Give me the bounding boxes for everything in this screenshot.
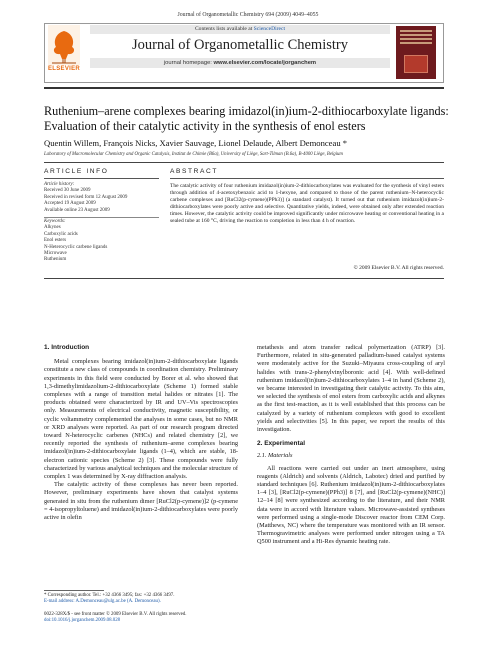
footnote: [44, 593, 244, 605]
journal-title: Journal of Organometallic Chemistry: [132, 37, 348, 53]
intro-paragraph-2: The catalytic activity of these complexes has never been reported. However, preliminary experiments have shown that catalyst systems generated in situ from the ruthenium dimer [RuCl2(p-cymene)]2 (p-cymene = 4-isopropyltoluene) and imidazol(in)ium-2-dithiocarboxylates were poorly active in olefin: [44, 481, 238, 522]
intro-paragraph-1: Metal complexes bearing imidazol(in)ium-2-dithiocarboxylate ligands constitute a new class of compounds in coordination chemistry. Preliminary experiments in this field were conducted by Borer et al. who showed that 1,3-dimethylimidazolium-2-dithiocarboxylate (Scheme 1) formed stable complexes with a range of transition metal halides or nitrates [1]. The products obtained were characterized by IR and UV–Vis spectroscopies only. Measurements of electrical conductivity, magnetic susceptibility, or cyclic voltammetry complemented the analyses in some cases, but no NMR or XRD analyses were reported. As part of our research program directed toward N-heterocyclic carbenes (NHCs) and related chemistry [2], we recently reported the synthesis of ruthenium–arene complexes bearing imidazol(in)ium-2-dithiocarboxylate ligands (1–4), which are stable, 18-electron cationic species (Scheme 2) [3]. These compounds were fully characterized by various analytical techniques and the molecular structure of complex 1 was determined by X-ray diffraction analysis.: [44, 358, 238, 481]
keywords: [44, 219, 162, 264]
abstract-bottom-rule: [44, 278, 444, 279]
history-revised: Received in revised form 12 August 2009: [44, 194, 128, 200]
keyword-item: N-Heterocyclic carbene ligands: [44, 244, 108, 250]
article-authors: Quentin Willem, François Nicks, Xavier Sauvage, Lionel Delaude, Albert Demonceau *: [44, 138, 348, 148]
history-online: Available online 23 August 2009: [44, 207, 110, 213]
article-title: Ruthenium–arene complexes bearing imidazol(in)ium-2-dithiocarboxylate ligands: Evaluation of their catalytic activity in the synthesis of enol esters: [44, 104, 449, 133]
left-column: [44, 344, 238, 522]
materials-heading: 2.1. Materials: [257, 452, 293, 460]
abstract-rule: [170, 178, 444, 179]
doi-link[interactable]: doi:10.1016/j.jorganchem.2009.08.028: [44, 618, 121, 624]
header-rule: [44, 87, 444, 89]
abstract-copyright: © 2009 Elsevier B.V. All rights reserved.: [353, 265, 444, 271]
keyword-item: Microwave: [44, 251, 67, 257]
author-email[interactable]: E-mail address: A.Demonceau@ulg.ac.be (A. Demonceau).: [44, 599, 161, 605]
experimental-heading: 2. Experimental: [257, 440, 306, 448]
publisher-name: ELSEVIER: [47, 66, 81, 72]
right-column: [257, 344, 445, 547]
abstract-text: The catalytic activity of four ruthenium imidazol(in)ium-2-dithiocarboxylates was evaluated for the synthesis of vinyl esters through addition of 4-acetoxybenzoic acid to 1-hexyne, and compared to those of the parent ruthenium–N-heterocyclic carbene complexes and [RuCl2(p-cymene)(PPh3)] (a standard catalyst). It turned out that ruthenium imidazol(in)ium-2-dithiocarboxylates were poorly active and selective. Quantitative yields, indeed, were obtained only after extended reaction times. However, the catalytic activity could be improved significantly under microwave heating or conventional heating in a sealed tube at 160 °C, driving the reaction to completion in less than 4 h of reaction.: [170, 183, 444, 224]
keyword-item: Enol esters: [44, 238, 67, 244]
article-info-rule: [44, 178, 159, 179]
author-affiliation: Laboratory of Macromolecular Chemistry and Organic Catalysis, Institut de Chimie (B6a), University of Liège, Sart-Tilman (B.6a), B-4000 Liège, Belgium: [44, 152, 343, 157]
corresponding-author: * Corresponding author. Tel.: +32 4366 3495; fax: +32 4366 3497.: [44, 593, 175, 598]
page-bottom-info: [44, 612, 294, 624]
article-history: [44, 182, 162, 214]
intro-heading: 1. Introduction: [44, 344, 90, 351]
section-rule: [44, 162, 444, 163]
keywords-label: Keywords:: [44, 219, 66, 224]
keyword-item: Alkynes: [44, 225, 61, 231]
homepage-url[interactable]: www.elsevier.com/locate/jorganchem: [213, 60, 317, 66]
footnote-rule: [44, 590, 104, 591]
keyword-item: Ruthenium: [44, 257, 67, 263]
contents-prefix: Contents lists available at: [194, 26, 254, 32]
homepage-prefix: journal homepage:: [163, 60, 214, 66]
cover-image: [404, 55, 428, 73]
cover-title-lines: [400, 30, 432, 48]
journal-citation: Journal of Organometallic Chemistry 694 (2009) 4049–4055: [177, 12, 319, 18]
sciencedirect-link[interactable]: ScienceDirect: [253, 26, 286, 32]
abstract-heading: ABSTRACT: [170, 168, 218, 175]
history-accepted: Accepted 19 August 2009: [44, 201, 96, 207]
history-label: Article history:: [44, 182, 75, 187]
right-paragraph-1: metathesis and atom transfer radical polymerization (ATRP) [3]. Furthermore, related in situ-generated palladium-based catalyst systems were moderately active for the Suzuki–Miyaura cross-coupling of aryl halides with trans-2-phenylvinylboronic acid [4]. With well-defined ruthenium imidazol(in)ium-2-dithiocarboxylates 1–4 in hand (Scheme 2), we became interested in investigating their catalytic activity. To this aim, we selected the synthesis of enol esters from carboxylic acids and alkynes as the first test-reaction, as it is well established that this process can be catalyzed by a variety of ruthenium complexes with good to excellent yields and selectivities [5]. In this paper, we report the results of this investigation.: [257, 344, 445, 434]
history-received: Received 30 June 2009: [44, 188, 91, 194]
keyword-item: Carboxylic acids: [44, 231, 78, 237]
article-info-heading: ARTICLE INFO: [44, 168, 109, 175]
issn-line: 0022-328X/$ - see front matter © 2009 Elsevier B.V. All rights reserved.: [44, 612, 187, 617]
journal-homepage: [90, 58, 390, 68]
contents-line: [90, 25, 390, 34]
materials-paragraph: All reactions were carried out under an inert atmosphere, using reagents (Aldrich) and solvents (Aldrich, Labotec) dried and purified by standard techniques [6]. Ruthenium imidazol(in)ium-2-dithiocarboxylates 1–4 [3], [RuCl2(p-cymene)(PPh3)] 8 [7], and [RuCl2(p-cymene)(NHC)] 12–14 [8] were synthesized according to the literature, and their NMR data were in accord with literature values. Microwave-assisted syntheses were performed using a single-mode Discover reactor from CEM Corp. (Matthews, NC) where the temperature was monitored with an IR sensor. Thermogravimetric analyses were performed under nitrogen using a TA Q500 instrument and a Hi-Res dynamic heating rate.: [257, 464, 445, 546]
elsevier-tree-logo: [48, 25, 80, 65]
